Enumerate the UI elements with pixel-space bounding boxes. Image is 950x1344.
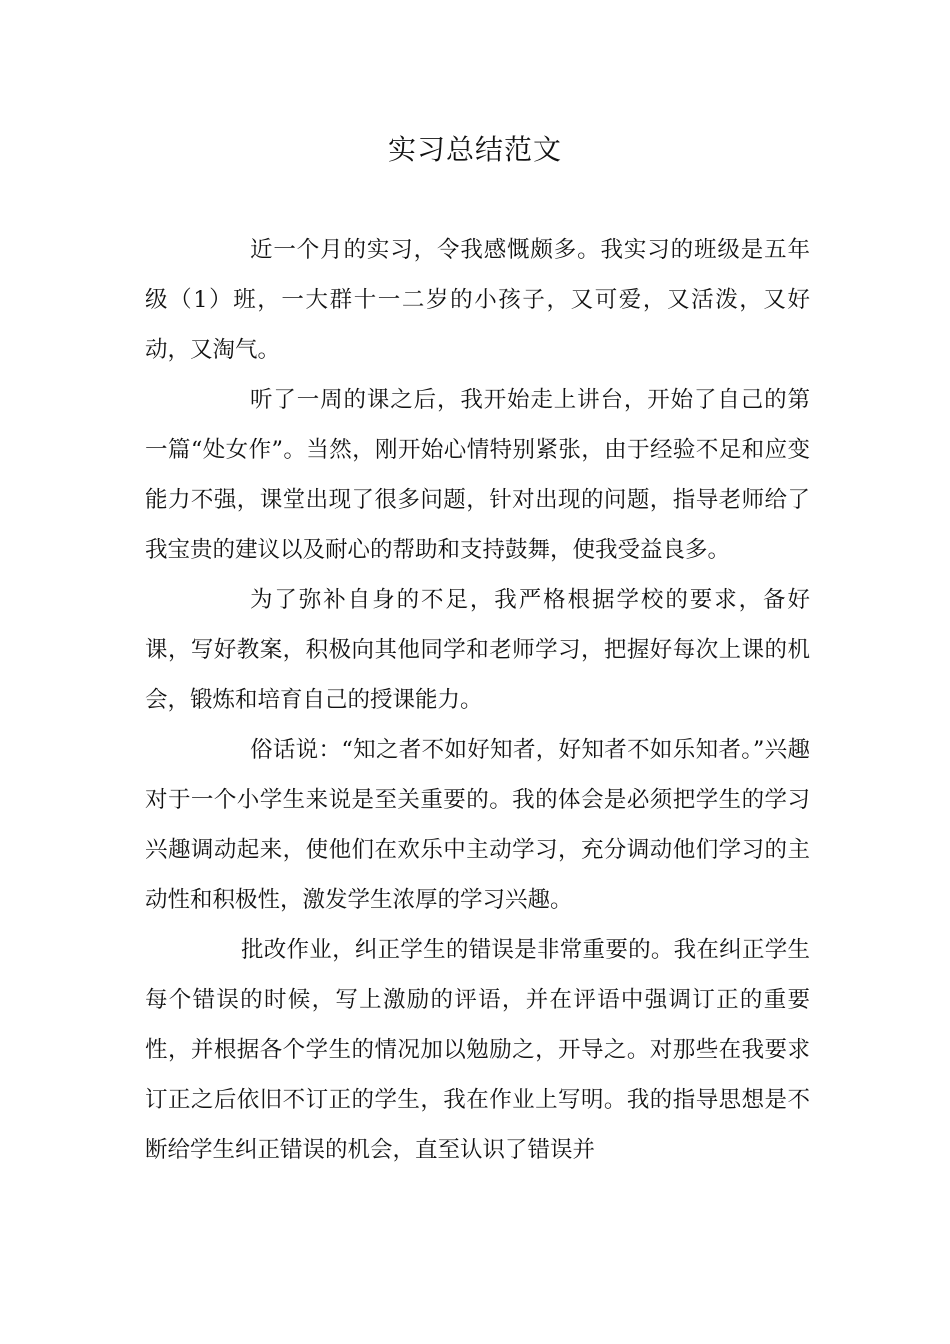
document-body <box>145 225 810 1175</box>
paragraph-1: 近一个月的实习，令我感慨颇多。我实习的班级是五年级（1）班，一大群十一二岁的小孩子，又可爱，又活泼，又好动，又淘气。 <box>145 237 810 363</box>
paragraph-3: 为了弥补自身的不足，我严格根据学校的要求，备好课，写好教案，积极向其他同学和老师学习，把握好每次上课的机会，锻炼和培育自己的授课能力。 <box>145 587 810 713</box>
paragraph-5: 批改作业，纠正学生的错误是非常重要的。我在纠正学生每个错误的时候，写上激励的评语，并在评语中强调订正的重要性，并根据各个学生的情况加以勉励之，开导之。对那些在我要求订正之后依旧不订正的学生，我在作业上写明。我的指导思想是不断给学生纠正错误的机会，直至认识了错误并 <box>145 937 810 1163</box>
paragraph-4: 俗话说：“知之者不如好知者，好知者不如乐知者。”兴趣对于一个小学生来说是至关重要的。我的体会是必须把学生的学习兴趣调动起来，使他们在欢乐中主动学习，充分调动他们学习的主动性和积极性，激发学生浓厚的学习兴趣。 <box>145 737 810 913</box>
document-title: 实习总结范文 <box>387 133 562 166</box>
paragraph-2: 听了一周的课之后，我开始走上讲台，开始了自己的第一篇“处女作”。当然，刚开始心情特别紧张，由于经验不足和应变能力不强，课堂出现了很多问题，针对出现的问题，指导老师给了我宝贵的建议以及耐心的帮助和支持鼓舞，使我受益良多。 <box>145 387 810 563</box>
